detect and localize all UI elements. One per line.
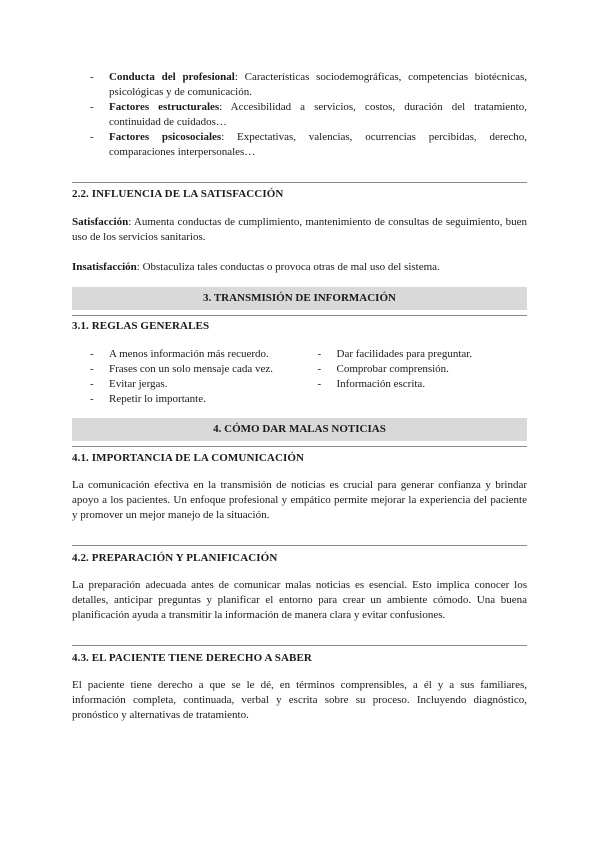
rule-text: Frases con un solo mensaje cada vez. [109, 363, 274, 375]
bullet-dash: - [90, 393, 94, 405]
intro-bullet-list [72, 70, 527, 160]
bullet-term: Factores psicosociales [109, 131, 222, 143]
satisfaccion-text: : Aumenta conductas de cumplimiento, mantenimiento de consultas de seguimiento, buen uso de los servicios sanitarios. [72, 216, 527, 243]
section-heading-2-2: 2.2. INFLUENCIA DE LA SATISFACCIÓN [72, 188, 284, 200]
insatisfaccion-text: : Obstaculiza tales conductas o provoca otras de mal uso del sistema. [136, 261, 440, 273]
list-item [72, 362, 300, 377]
bullet-text: : Características sociodemográficas, competencias biotécnicas, psicológicas y de comunicación. [109, 71, 528, 98]
paragraph-4-3: El paciente tiene derecho a que se le dé, en términos comprensibles, a él y a sus familiares, información completa, continuada, verbal y escrita sobre su proceso. Incluyendo diagnóstico, pronóstico y alternativas de tratamiento. [72, 679, 527, 721]
paragraph-4-1: La comunicación efectiva en la transmisión de noticias es crucial para generar confianza y brindar apoyo a los pacientes. Un enfoque profesional y empático permite mejorar la experiencia del paciente y promover un mejor manejo de la situación. [72, 479, 527, 521]
rule-text: Repetir lo importante. [109, 393, 206, 405]
bullet-dash: - [90, 131, 94, 143]
list-item [72, 377, 300, 392]
bullet-dash: - [317, 348, 322, 360]
list-item [300, 347, 528, 362]
bullet-dash: - [90, 378, 94, 390]
rules-list-left [72, 347, 300, 407]
bullet-dash: - [90, 101, 94, 113]
rule-text: Evitar jergas. [109, 378, 168, 390]
bullet-dash: - [90, 348, 94, 360]
section-heading-3-1: 3.1. REGLAS GENERALES [72, 320, 210, 332]
rule-text: Comprobar comprensión. [336, 363, 449, 375]
paragraph-4-2: La preparación adecuada antes de comunicar malas noticias es esencial. Esto implica conocer los detalles, anticipar preguntas y planificar el entorno para crear un ambiente cómodo. Una buena planificación ayuda a transmitir la información de manera clara y evitar confusiones. [72, 579, 527, 621]
list-item [72, 392, 300, 407]
list-item [300, 362, 528, 377]
bullet-term: Conducta del profesional [109, 71, 235, 83]
bullet-text: : Expectativas, valencias, ocurrencias percibidas, derecho, comparaciones interpersonales… [109, 131, 528, 158]
bullet-text: : Accesibilidad a servicios, costos, duración del tratamiento, continuidad de cuidados… [109, 101, 527, 128]
document-page [72, 70, 527, 723]
rule-text: A menos información más recuerdo. [109, 348, 269, 360]
list-item [300, 377, 528, 392]
section-banner-3: 3. TRANSMISIÓN DE INFORMACIÓN [72, 287, 527, 310]
list-item [72, 347, 300, 362]
list-item [72, 70, 527, 100]
bullet-dash: - [90, 71, 94, 83]
rules-columns [72, 347, 527, 407]
list-item [72, 130, 527, 160]
insatisfaccion-paragraph [72, 260, 527, 275]
bullet-dash: - [317, 378, 322, 390]
rules-list-right [300, 347, 528, 407]
section-heading-4-2: 4.2. PREPARACIÓN Y PLANIFICACIÓN [72, 552, 278, 564]
satisfaccion-term: Satisfacción [72, 216, 129, 228]
section-heading-4-1: 4.1. IMPORTANCIA DE LA COMUNICACIÓN [72, 452, 305, 464]
satisfaccion-paragraph [72, 215, 527, 245]
bullet-term: Factores estructurales [109, 101, 220, 113]
bullet-dash: - [317, 363, 322, 375]
section-heading-4-3: 4.3. EL PACIENTE TIENE DERECHO A SABER [72, 652, 312, 664]
rule-text: Información escrita. [336, 378, 426, 390]
list-item [72, 100, 527, 130]
rule-text: Dar facilidades para preguntar. [336, 348, 473, 360]
insatisfaccion-term: Insatisfacción [72, 261, 137, 273]
section-banner-4: 4. CÓMO DAR MALAS NOTICIAS [72, 418, 527, 441]
bullet-dash: - [90, 363, 94, 375]
